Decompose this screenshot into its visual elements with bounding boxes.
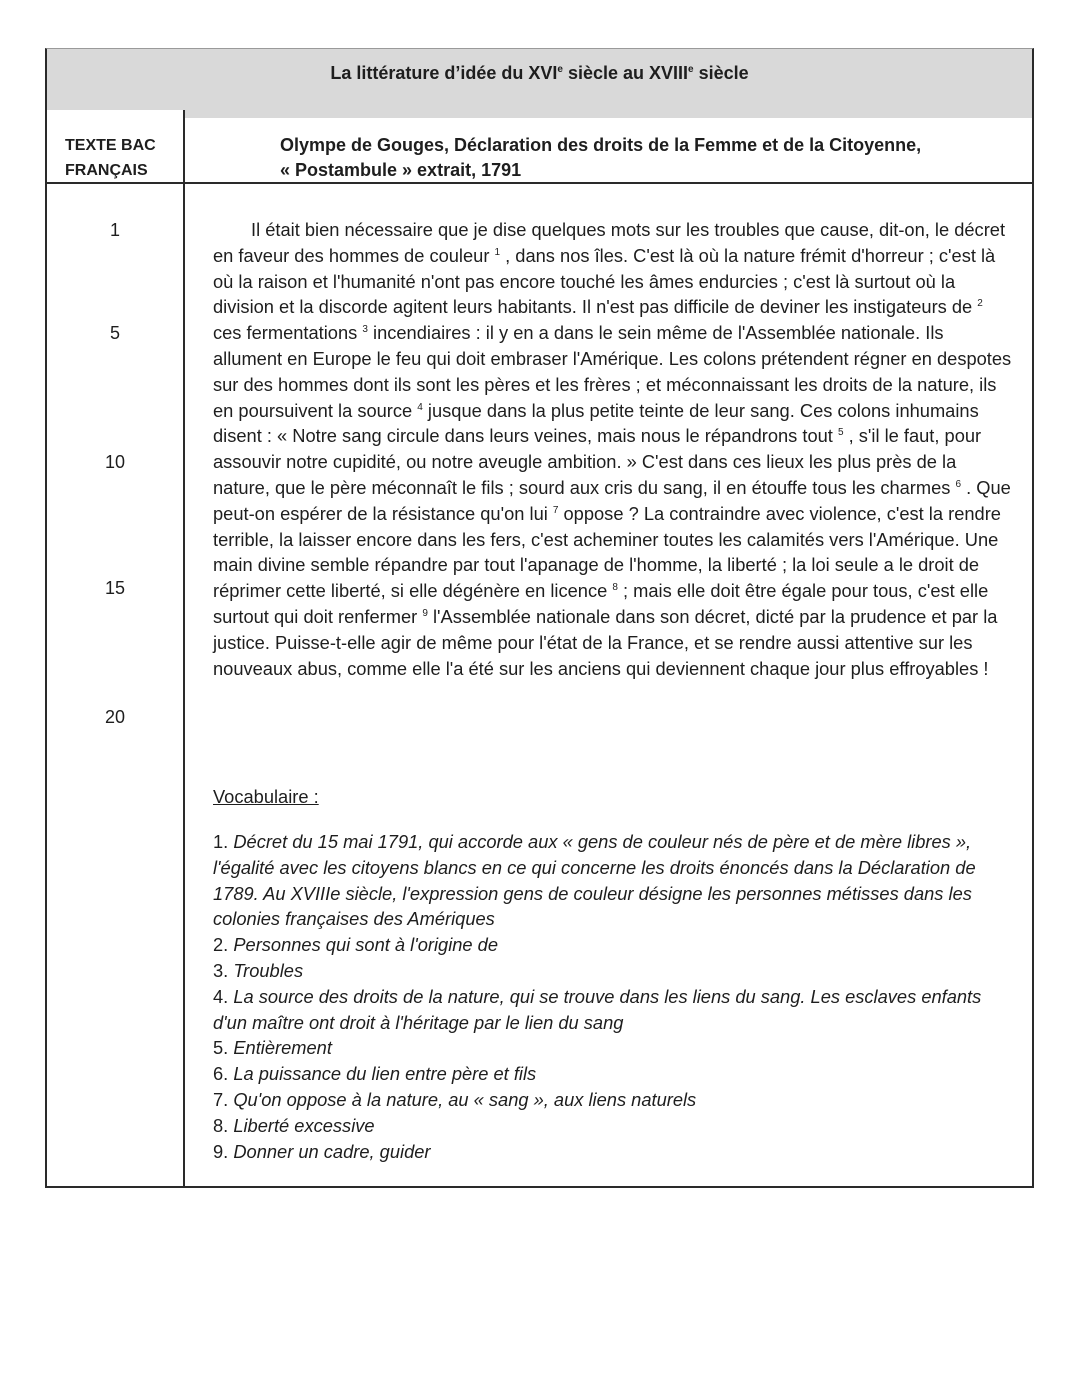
document-title: Olympe de Gouges, Déclaration des droits de la Femme et de la Citoyenne, « Postambule » extrait, 1791 [280,135,922,180]
footnote-ref: 9 [422,607,428,619]
line-number-1: 1 [109,220,120,240]
vocabulary-notes [213,829,1013,1164]
section-title: La littérature d’idée du XVIe siècle au XVIIIe siècle [330,63,749,83]
column-divider [183,110,185,1187]
footnote-ref: 3 [362,324,368,336]
footnote-ref: 2 [977,298,983,310]
line-number-15: 15 [104,578,126,598]
footnote-ref: 6 [955,478,962,490]
vocab-note: 2. Personnes qui sont à l'origine de [213,934,499,956]
vocab-note: 4. La source des droits de la nature, qui se trouve dans les liens du sang. Les esclaves enfants d'un maître ont droit à l'héritage par le lien du sang [213,985,982,1033]
vocabulary-title: Vocabulaire : [213,786,319,807]
vocab-note: 5. Entièrement [213,1037,332,1059]
header-band [47,49,1032,110]
footnote-ref: 5 [837,427,844,439]
vocab-note: 1. Décret du 15 mai 1791, qui accorde aux « gens de couleur nés de père et de mère libres », l'égalité avec les citoyens blancs en ce qui concerne les droits énoncés dans la Déclaration de 1789. Au XVIIIe siècle, l'expression gens de couleur désigne les personnes métisses dans les colonies françaises des Amériques [213,831,976,930]
document-table [45,48,1034,1188]
line-number-10: 10 [104,452,126,472]
main-text [213,217,1013,681]
title-band-accent [185,110,1032,118]
footnote-ref: 4 [417,401,423,413]
vocab-note: 8. Liberté excessive [213,1114,375,1136]
vocab-note: 6. La puissance du lien entre père et fils [213,1063,537,1085]
footnote-ref: 8 [612,582,618,594]
left-column-header: TEXTE BAC FRANÇAIS [65,137,156,179]
vocab-note: 3. Troubles [213,959,304,981]
footnote-ref: 1 [494,246,501,258]
text-paragraph: Il était bien nécessaire que je dise quelques mots sur les troubles que cause, dit-on, le décret en faveur des hommes de couleur $^1$ , dans nos îles. C'est là où la nature frémit d'horreur ; c'est là où la raison et l'humanité n'ont pas encore touché les âmes endurcies ; c'est là surtout où la division et la discorde agitent leurs habitants. Il n'est pas difficile de deviner les instigateurs de $^2$ ces fermentations $^3$ incendiaires : il y en a dans le sein même de l'Assemblée nationale. Ils allument en Europe le feu qui doit embraser l'Amérique. Les colons prétendent régner en despotes sur des hommes dont ils sont les pères et les frères ; et méconnaissant les droits de la nature, ils en poursuivent la source $^4$ jusque dans la plus petite teinte de leur sang. Ces colons inhumains disent : « Notre sang circule dans leurs veines, mais nous le répandrons tout $^5$ , s'il le faut, pour assouvir notre cupidité, ou notre aveugle ambition. » C'est dans ces lieux les plus près de la nature, que le père méconnaît le fils ; sourd aux cris du sang, il en étouffe tous les charmes $^6$ . Que peut-on espérer de la résistance qu'on lui $^7$ oppose ? La contraindre avec violence, c'est la rendre terrible, la laisser encore dans les fers, c'est acheminer toutes les calamités vers l'Amérique. Une main divine semble répandre par tout l'apanage de l'homme, la liberté ; la loi seule a le droit de réprimer cette liberté, si elle dégénère en licence $^8$ ; mais elle doit être égale pour tous, c'est elle surtout qui doit renfermer $^9$ l'Assemblée nationale dans son décret, dicté par la prudence et par la justice. Puisse-t-elle agir de même pour l'état de la France, et se rendre aussi attentive sur les nouveaux abus, comme elle l'a été sur les anciens qui deviennent chaque jour plus effroyables ! [213,219,1012,679]
line-number-20: 20 [104,707,126,727]
vocab-note: 9. Donner un cadre, guider [213,1140,431,1162]
vocab-note: 7. Qu'on oppose à la nature, au « sang », aux liens naturels [213,1088,697,1110]
footnote-ref: 7 [552,504,559,516]
line-number-5: 5 [109,323,120,343]
